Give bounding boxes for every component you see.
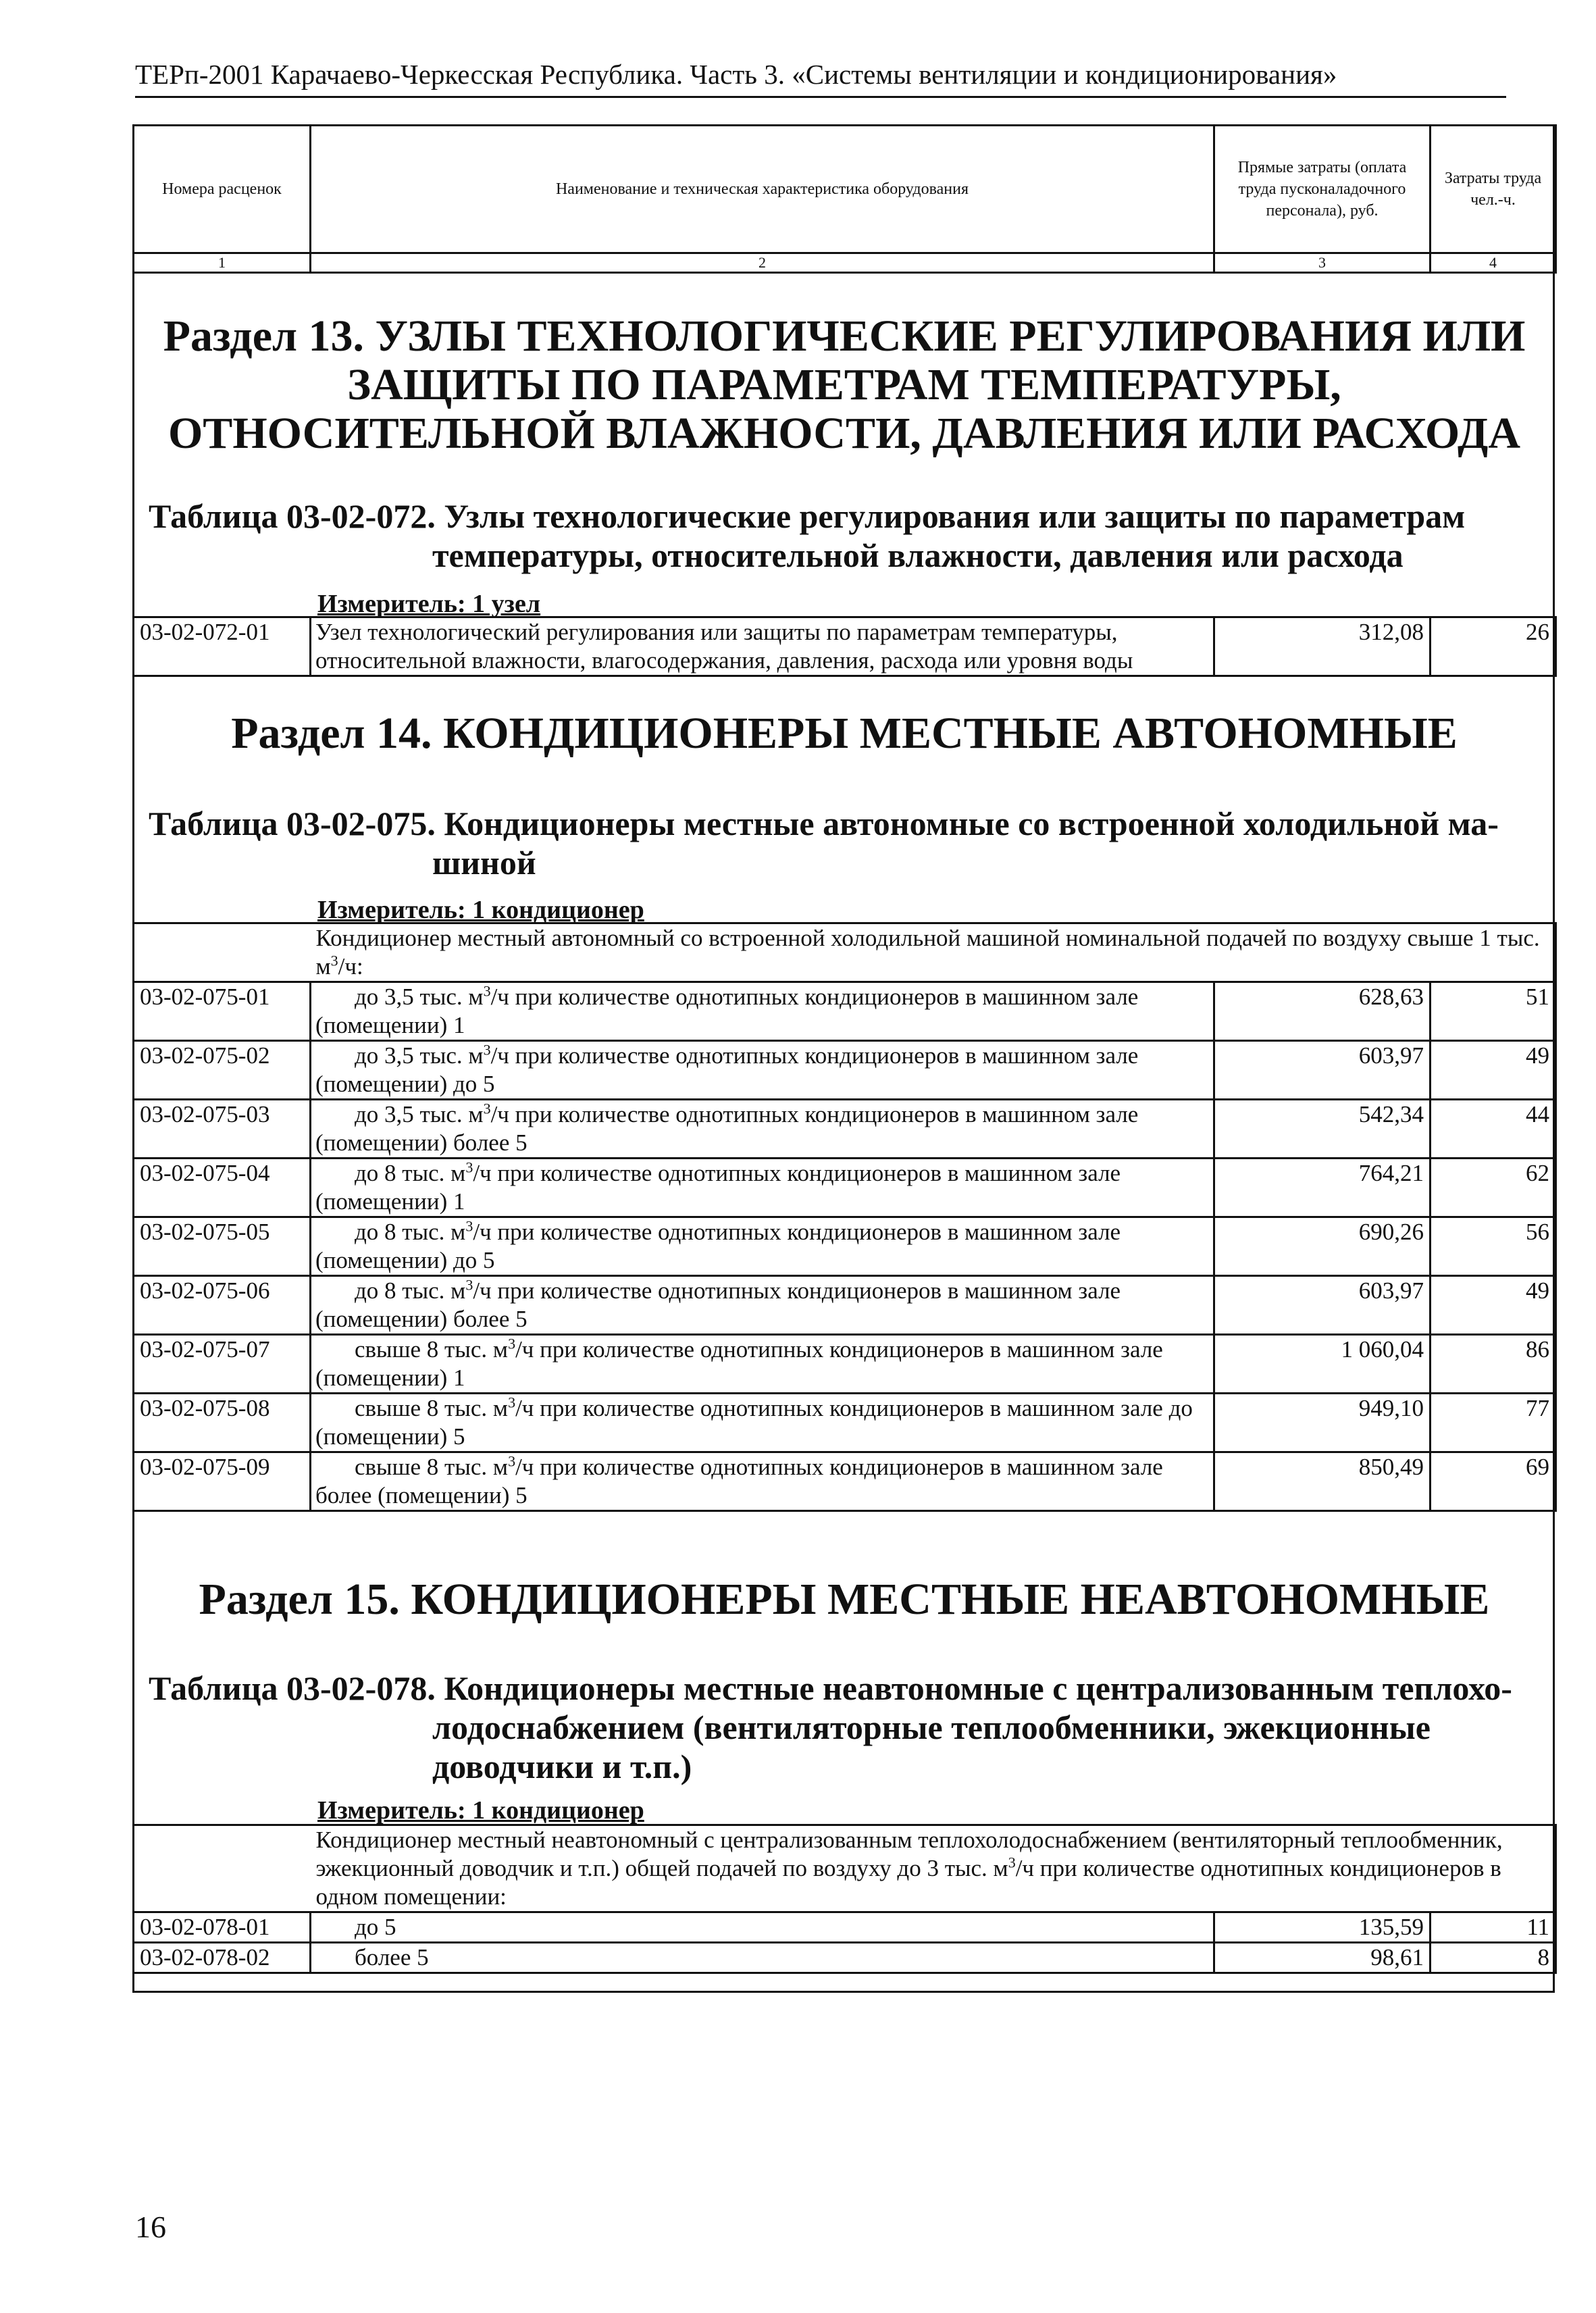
row-description-start: до 8 тыс. м <box>355 1277 466 1304</box>
col-header-cost: Прямые затраты (оплата труда пусконаладочного персонала), руб. <box>1214 126 1431 253</box>
table-078-title-line1: Таблица 03-02-078. Кондиционеры местные неавтономные с централизованным теплохо- <box>149 1669 1512 1707</box>
row-description <box>311 1159 1214 1217</box>
table-intro-row <box>134 923 1556 982</box>
row-code: 03-02-078-01 <box>134 1912 311 1943</box>
intro-text: Кондиционер местный неавтономный с централизованным теплохолодоснабжением (вентиляторный теплообменник, эжекционный доводчик и т.п.) общей подачей по воздуху до 3 тыс. м <box>315 1827 1503 1881</box>
column-header-table <box>132 124 1557 274</box>
row-description-end: /ч при количестве однотипных кондиционеров в машинном зале (помещении) 1 <box>315 984 1139 1038</box>
row-labor: 26 <box>1431 617 1556 676</box>
row-cost: 542,34 <box>1214 1100 1431 1159</box>
table-078-title <box>149 1669 1526 1786</box>
table-row <box>134 1452 1556 1511</box>
row-cost: 98,61 <box>1214 1943 1431 1973</box>
row-labor: 86 <box>1431 1335 1556 1394</box>
col-header-name: Наименование и техническая характеристика оборудования <box>311 126 1214 253</box>
row-code: 03-02-078-02 <box>134 1943 311 1973</box>
superscript-3: 3 <box>508 1394 516 1411</box>
row-labor: 49 <box>1431 1276 1556 1335</box>
row-code: 03-02-075-03 <box>134 1100 311 1159</box>
table-075-unit: Измеритель: 1 кондиционер <box>317 896 644 924</box>
row-description-start: до 3,5 тыс. м <box>355 1042 484 1069</box>
row-description-start: до 3,5 тыс. м <box>355 1101 484 1127</box>
row-cost: 1 060,04 <box>1214 1335 1431 1394</box>
table-intro-row <box>134 1825 1556 1912</box>
superscript-3: 3 <box>483 1041 491 1059</box>
table-row <box>134 1217 1556 1276</box>
table-075 <box>132 922 1557 1512</box>
row-code: 03-02-075-05 <box>134 1217 311 1276</box>
table-row <box>134 1041 1556 1100</box>
col-number-2: 2 <box>311 253 1214 273</box>
row-cost: 135,59 <box>1214 1912 1431 1943</box>
row-cost: 690,26 <box>1214 1217 1431 1276</box>
row-description <box>311 1394 1214 1452</box>
table-row <box>134 1335 1556 1394</box>
row-description-start: свыше 8 тыс. м <box>355 1454 509 1480</box>
table-072 <box>132 616 1557 677</box>
row-description-end: /ч при количестве однотипных кондиционеров в машинном зале (помещении) 1 <box>315 1160 1121 1215</box>
table-075-intro <box>311 923 1556 982</box>
row-cost: 949,10 <box>1214 1394 1431 1452</box>
row-description-start: свыше 8 тыс. м <box>355 1336 509 1363</box>
table-075-title <box>149 804 1526 882</box>
table-row <box>134 1912 1556 1943</box>
page-header: ТЕРп-2001 Карачаево-Черкесская Республика. Часть 3. «Системы вентиляции и кондиционирования» <box>135 58 1506 98</box>
row-labor: 69 <box>1431 1452 1556 1511</box>
table-075-title-line2: шиной <box>432 844 536 882</box>
superscript-3: 3 <box>483 1100 491 1117</box>
intro-text-end: /ч: <box>338 953 363 980</box>
row-cost: 312,08 <box>1214 617 1431 676</box>
row-code: 03-02-075-07 <box>134 1335 311 1394</box>
superscript-3: 3 <box>465 1217 473 1235</box>
row-labor: 62 <box>1431 1159 1556 1217</box>
row-cost: 850,49 <box>1214 1452 1431 1511</box>
row-cost: 628,63 <box>1214 982 1431 1041</box>
row-description-start: до 8 тыс. м <box>355 1219 466 1245</box>
row-labor: 49 <box>1431 1041 1556 1100</box>
row-labor: 8 <box>1431 1943 1556 1973</box>
intro-text: Кондиционер местный автономный со встроенной холодильной машиной номинальной подачей по воздуху свыше 1 тыс. м <box>315 925 1540 980</box>
superscript-3: 3 <box>483 982 491 1000</box>
superscript-3: 3 <box>465 1276 473 1294</box>
table-072-title-line1: Таблица 03-02-072. Узлы технологические регулирования или защиты по параметрам <box>149 497 1466 535</box>
table-row <box>134 617 1556 676</box>
table-row <box>134 1943 1556 1973</box>
row-description <box>311 1276 1214 1335</box>
row-description <box>311 1452 1214 1511</box>
superscript-3: 3 <box>1008 1854 1016 1871</box>
row-description <box>311 1217 1214 1276</box>
col-header-codes: Номера расценок <box>134 126 311 253</box>
table-075-title-line1: Таблица 03-02-075. Кондиционеры местные автономные со встроенной холодильной ма- <box>149 805 1499 842</box>
superscript-3: 3 <box>508 1335 516 1352</box>
table-072-title <box>149 497 1526 575</box>
intro-code-cell <box>134 923 311 982</box>
col-number-4: 4 <box>1431 253 1556 273</box>
superscript-3: 3 <box>508 1452 516 1470</box>
row-description <box>311 1335 1214 1394</box>
row-description <box>311 1100 1214 1159</box>
row-description-text: более 5 <box>355 1944 429 1971</box>
intro-code-cell <box>134 1825 311 1912</box>
table-row <box>134 1100 1556 1159</box>
section-15-title: Раздел 15. КОНДИЦИОНЕРЫ МЕСТНЫЕ НЕАВТОНОМНЫЕ <box>199 1575 1490 1624</box>
row-labor: 44 <box>1431 1100 1556 1159</box>
row-description-end: /ч при количестве однотипных кондиционеров в машинном зале до (помещении) 5 <box>315 1395 1193 1450</box>
row-description-end: /ч при количестве однотипных кондиционеров в машинном зале (помещении) до 5 <box>315 1042 1139 1097</box>
row-labor: 51 <box>1431 982 1556 1041</box>
table-row <box>134 982 1556 1041</box>
table-078-unit: Измеритель: 1 кондиционер <box>317 1796 644 1825</box>
section-14-title: Раздел 14. КОНДИЦИОНЕРЫ МЕСТНЫЕ АВТОНОМНЫЕ <box>231 709 1458 758</box>
intro-text-end: /ч при количестве однотипных кондиционеров в одном помещении: <box>315 1855 1501 1910</box>
page-number: 16 <box>135 2210 166 2244</box>
row-description-end: /ч при количестве однотипных кондиционеров в машинном зале (помещении) более 5 <box>315 1101 1139 1156</box>
row-description: Узел технологический регулирования или защиты по параметрам температуры, относительной влажности, влагосодержания, давления, расхода или уровня воды <box>311 617 1214 676</box>
row-description <box>311 1912 1214 1943</box>
row-code: 03-02-075-06 <box>134 1276 311 1335</box>
row-code: 03-02-075-01 <box>134 982 311 1041</box>
row-description-text: до 5 <box>355 1914 396 1940</box>
row-cost: 603,97 <box>1214 1041 1431 1100</box>
row-description-end: /ч при количестве однотипных кондиционеров в машинном зале (помещении) до 5 <box>315 1219 1121 1273</box>
row-description-end: /ч при количестве однотипных кондиционеров в машинном зале (помещении) более 5 <box>315 1277 1121 1332</box>
table-078-title-line2: лодоснабжением (вентиляторные теплообменники, эжекционные доводчики и т.п.) <box>432 1708 1431 1785</box>
row-code: 03-02-075-04 <box>134 1159 311 1217</box>
col-number-3: 3 <box>1214 253 1431 273</box>
row-description <box>311 982 1214 1041</box>
superscript-3: 3 <box>330 952 338 969</box>
row-code: 03-02-072-01 <box>134 617 311 676</box>
row-labor: 77 <box>1431 1394 1556 1452</box>
row-description-end: /ч при количестве однотипных кондиционеров в машинном зале (помещении) 1 <box>315 1336 1163 1391</box>
col-number-1: 1 <box>134 253 311 273</box>
row-cost: 764,21 <box>1214 1159 1431 1217</box>
section-13-title: Раздел 13. УЗЛЫ ТЕХНОЛОГИЧЕСКИЕ РЕГУЛИРОВАНИЯ ИЛИ ЗАЩИТЫ ПО ПАРАМЕТРАМ ТЕМПЕРАТУРЫ, ОТНОСИТЕЛЬНОЙ ВЛАЖНОСТИ, ДАВЛЕНИЯ ИЛИ РАСХОДА <box>163 311 1526 458</box>
col-header-labor: Затраты труда чел.-ч. <box>1431 126 1556 253</box>
superscript-3: 3 <box>465 1159 473 1176</box>
row-code: 03-02-075-02 <box>134 1041 311 1100</box>
row-description-start: свыше 8 тыс. м <box>355 1395 509 1421</box>
row-code: 03-02-075-09 <box>134 1452 311 1511</box>
row-description-end: /ч при количестве однотипных кондиционеров в машинном зале более (помещении) 5 <box>315 1454 1163 1508</box>
table-078-intro <box>311 1825 1556 1912</box>
table-072-title-line2: температуры, относительной влажности, давления или расхода <box>432 536 1404 574</box>
row-description-start: до 8 тыс. м <box>355 1160 466 1186</box>
row-description <box>311 1041 1214 1100</box>
row-labor: 56 <box>1431 1217 1556 1276</box>
table-row <box>134 1276 1556 1335</box>
table-row <box>134 1159 1556 1217</box>
row-code: 03-02-075-08 <box>134 1394 311 1452</box>
row-labor: 11 <box>1431 1912 1556 1943</box>
row-description <box>311 1943 1214 1973</box>
table-row <box>134 1394 1556 1452</box>
table-078 <box>132 1824 1557 1974</box>
row-cost: 603,97 <box>1214 1276 1431 1335</box>
row-description-start: до 3,5 тыс. м <box>355 984 484 1010</box>
table-072-unit: Измеритель: 1 узел <box>317 590 541 618</box>
